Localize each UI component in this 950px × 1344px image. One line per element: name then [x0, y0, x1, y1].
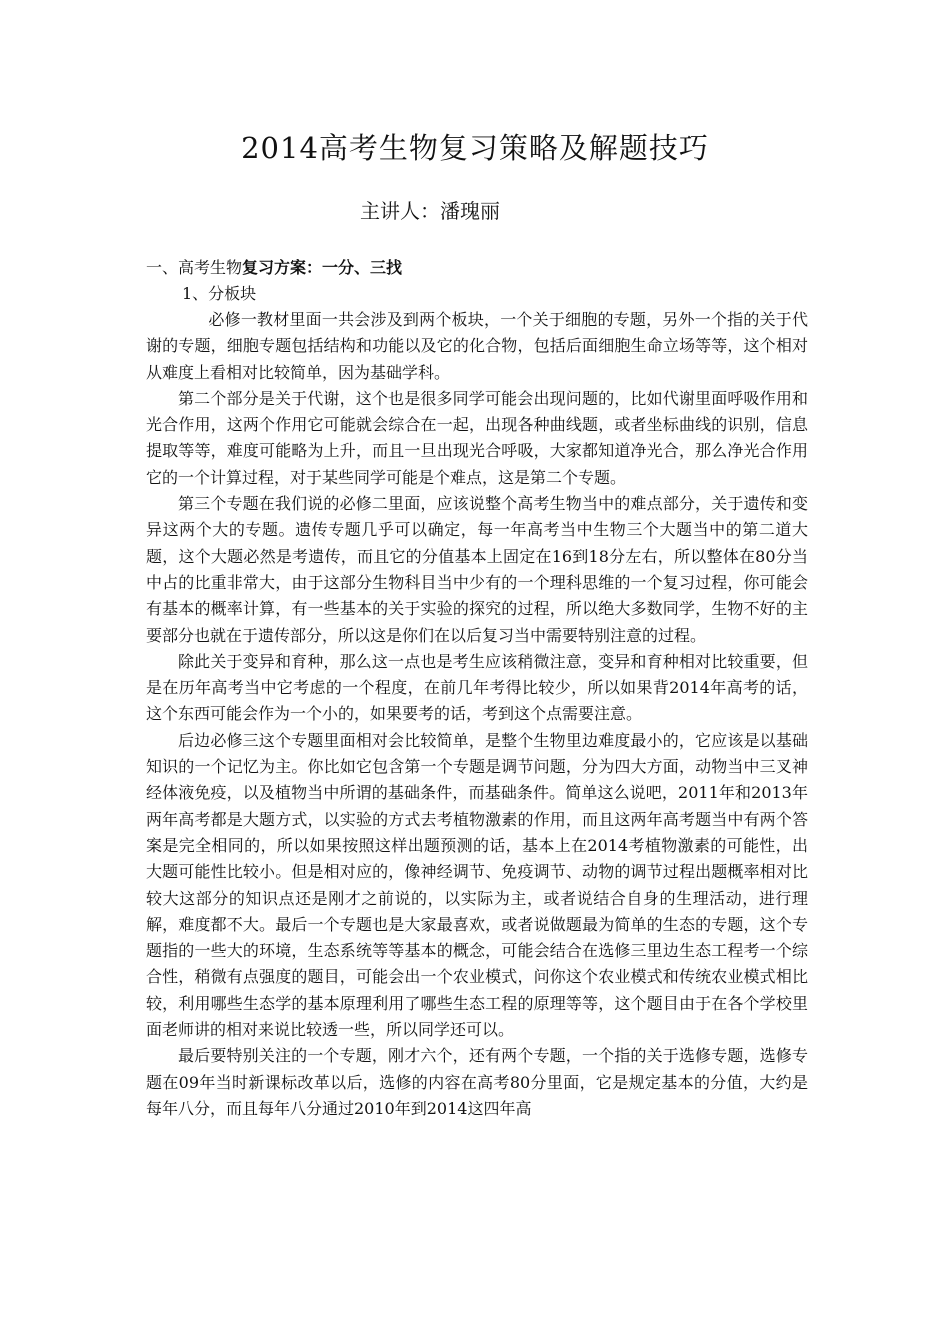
section-heading-plain: 一、高考生物	[146, 258, 243, 277]
subsection-heading: 1、分板块	[182, 284, 257, 303]
document-body	[146, 255, 808, 1122]
paragraph-3: 第三个专题在我们说的必修二里面，应该说整个高考生物当中的难点部分，关于遗传和变异这两个大的专题。遗传专题几乎可以确定，每一年高考当中生物三个大题当中的第二道大题，这个大题必然是考遗传，而且它的分值基本上固定在16到18分左右，所以整体在80分当中占的比重非常大，由于这部分生物科目当中少有的一个理科思维的一个复习过程，你可能会有基本的概率计算，有一些基本的关于实验的探究的过程，所以绝大多数同学，生物不好的主要部分也就在于遗传部分，所以这是你们在以后复习当中需要特别注意的过程。	[146, 494, 808, 645]
section-heading	[146, 255, 808, 281]
paragraph-4: 除此关于变异和育种，那么这一点也是考生应该稍微注意，变异和育种相对比较重要，但是在历年高考当中它考虑的一个程度，在前几年考得比较少，所以如果背2014年高考的话，这个东西可能会作为一个小的，如果要考的话，考到这个点需要注意。	[146, 651, 808, 724]
paragraph-2: 第二个部分是关于代谢，这个也是很多同学可能会出现问题的，比如代谢里面呼吸作用和光合作用，这两个作用它可能就会综合在一起，出现各种曲线题，或者坐标曲线的识别，信息提取等等，难度可能略为上升，而且一旦出现光合呼吸，大家都知道净光合，那么净光合作用它的一个计算过程，对于某些同学可能是个难点，这是第二个专题。	[146, 388, 808, 487]
paragraph-1: 必修一教材里面一共会涉及到两个板块，一个关于细胞的专题，另外一个指的关于代谢的专题，细胞专题包括结构和功能以及它的化合物，包括后面细胞生命立场等等，这个相对从难度上看相对比较简单，因为基础学科。	[146, 310, 808, 382]
paragraph-6: 最后要特别关注的一个专题，刚才六个，还有两个专题，一个指的关于选修专题，选修专题在09年当时新课标改革以后，选修的内容在高考80分里面，它是规定基本的分值，大约是每年八分，而且每年八分通过2010年到2014这四年高	[146, 1046, 808, 1118]
paragraph-5: 后边必修三这个专题里面相对会比较简单，是整个生物里边难度最小的，它应该是以基础知识的一个记忆为主。你比如它包含第一个专题是调节问题，分为四大方面，动物当中三叉神经体液免疫，以及植物当中所谓的基础条件，而基础条件。简单这么说吧，2011年和2013年两年高考都是大题方式，以实验的方式去考植物激素的作用，而且这两年高考题当中有两个答案是完全相同的，所以如果按照这样出题预测的话，基本上在2014考植物激素的可能性，出大题可能性比较小。但是相对应的，像神经调节、免疫调节、动物的调节过程出题概率相对比较大这部分的知识点还是刚才之前说的，以实际为主，或者说结合自身的生理活动，进行理解，难度都不大。最后一个专题也是大家最喜欢，或者说做题最为简单的生态的专题，这个专题指的一些大的环境，生态系统等等基本的概念，可能会结合在选修三里边生态工程考一个综合性，稍微有点强度的题目，可能会出一个农业模式，问你这个农业模式和传统农业模式相比较，利用哪些生态学的基本原理利用了哪些生态工程的原理等等，这个题目由于在各个学校里面老师讲的相对来说比较透一些，所以同学还可以。	[146, 730, 808, 1040]
speaker-line: 主讲人：潘瑰丽	[360, 199, 500, 223]
section-heading-bold: 复习方案：一分、三找	[242, 258, 403, 277]
document-title: 2014高考生物复习策略及解题技巧	[241, 131, 709, 165]
